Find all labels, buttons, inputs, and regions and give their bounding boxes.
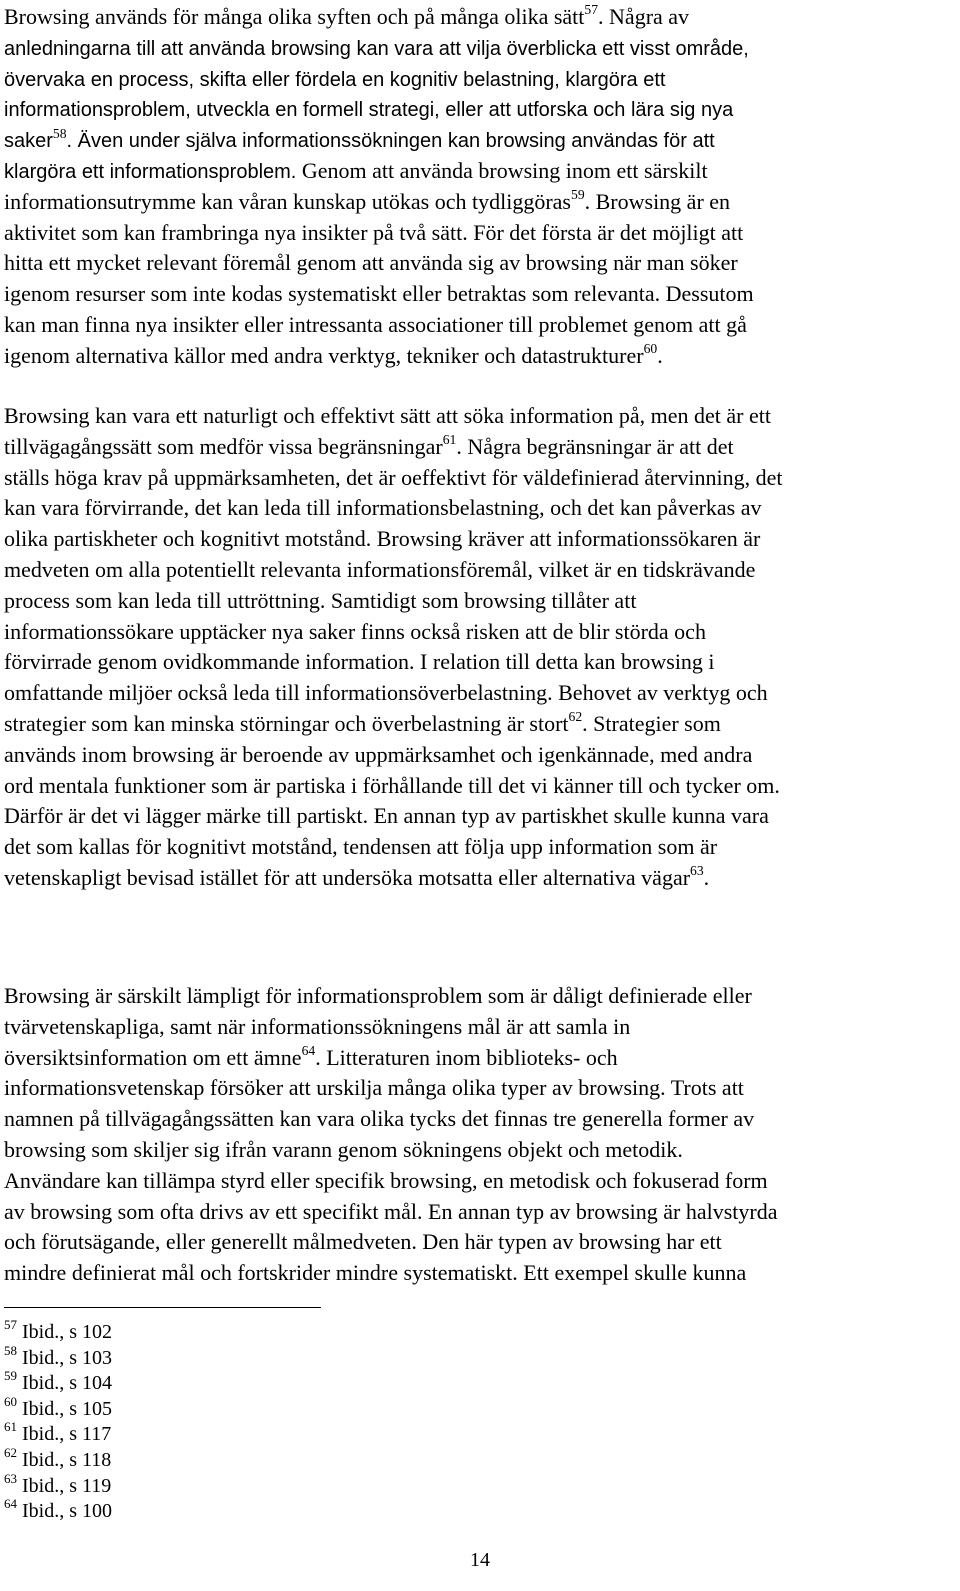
- text-run: Användare kan tillämpa styrd eller specifik browsing, en metodisk och fokuserad form: [4, 1167, 768, 1193]
- footnote-reference: 57: [584, 2, 599, 18]
- text-run: det som kallas för kognitivt motstånd, tendensen att följa upp information som är: [4, 834, 718, 860]
- footnote-reference: 60: [643, 341, 658, 357]
- footnote: [4, 1342, 112, 1372]
- text-line: [4, 1258, 950, 1289]
- text-line: [4, 493, 950, 524]
- text-line: [4, 647, 950, 678]
- footnote-reference: 61: [442, 432, 457, 448]
- footnote-number: 57: [4, 1317, 17, 1333]
- paragraph-2: [4, 401, 950, 894]
- page-number: 14: [470, 1549, 490, 1571]
- text-line: [4, 771, 950, 802]
- text-line: [4, 801, 950, 832]
- text-line: [4, 1012, 950, 1043]
- text-run: aktivitet som kan frambringa nya insikter på två sätt. För det första är det möjligt att: [4, 219, 744, 245]
- footnote: [4, 1393, 112, 1423]
- text-line: [4, 463, 950, 494]
- footnote-text: Ibid., s 119: [22, 1474, 112, 1497]
- text-line: [4, 401, 950, 432]
- text-line: [4, 524, 950, 555]
- text-run: ställs höga krav på uppmärksamheten, det är oeffektivt för väldefinierad återvinning, det: [4, 464, 783, 490]
- text-run: . Några av: [598, 4, 690, 29]
- text-run: Browsing kan vara ett naturligt och effektivt sätt att söka information på, men det är ett: [4, 403, 771, 428]
- text-line: [4, 1073, 950, 1104]
- text-run: förvirrade genom ovidkommande information. I relation till detta kan browsing i: [4, 649, 715, 675]
- text-run: browsing som skiljer sig ifrån varann genom sökningens objekt och metodik.: [4, 1136, 683, 1162]
- text-run: kan man finna nya insikter eller intressanta associationer till problemet genom att gå: [4, 311, 747, 337]
- text-run: klargöra ett informationsproblem.: [4, 160, 297, 183]
- footnote-reference: 59: [571, 187, 585, 203]
- footnote-reference: 64: [301, 1042, 316, 1058]
- text-line: [4, 279, 950, 310]
- text-run: används inom browsing är beroende av uppmärksamhet och igenkännade, med andra: [4, 741, 753, 767]
- text-line: [4, 555, 950, 586]
- footnote-separator: [4, 1307, 321, 1308]
- text-run: medveten om alla potentiellt relevanta informationsföremål, vilket är en tidskrävande: [4, 556, 756, 582]
- text-line: [4, 33, 950, 64]
- text-run: tvärvetenskapliga, samt när informationssökningens mål är att samla in: [4, 1013, 631, 1039]
- text-run: Därför är det vi lägger märke till partiskt. En annan typ av partiskhet skulle kunna vara: [4, 803, 769, 829]
- text-run: kan vara förvirrande, det kan leda till informationsbelastning, och det kan påverkas av: [4, 495, 762, 521]
- text-run: av browsing som ofta drivs av ett specifikt mål. En annan typ av browsing är halvstyrda: [4, 1198, 778, 1224]
- paragraph-1: [4, 2, 950, 372]
- text-run: vetenskapligt bevisad istället för att undersöka motsatta eller alternativa vägar: [4, 864, 691, 890]
- footnote: [4, 1445, 112, 1474]
- text-line: [4, 2, 950, 33]
- text-run: process som kan leda till uttröttning. Samtidigt som browsing tillåter att: [4, 587, 637, 613]
- text-run: . Även under själva informationssökningen kan browsing användas för att: [66, 130, 715, 153]
- footnotes: [4, 1317, 112, 1525]
- text-run: igenom alternativa källor med andra verktyg, tekniker och datastrukturer: [4, 342, 644, 368]
- text-run: igenom resurser som inte kodas systematiskt eller betraktas som relevanta. Dessutom: [4, 281, 754, 307]
- text-line: [4, 64, 950, 95]
- text-line: [4, 832, 950, 863]
- text-run: ord mentala funktioner som är partiska i förhållande till det vi känner till och tycker om.: [4, 772, 780, 798]
- text-run: Browsing är särskilt lämpligt för informationsproblem som är dåligt definierade eller: [4, 983, 752, 1008]
- footnote: [4, 1419, 112, 1448]
- footnote-reference: 58: [52, 125, 67, 141]
- text-line: [4, 981, 950, 1012]
- text-run: . Några begränsningar är att det: [456, 433, 734, 459]
- text-run: Genom att använda browsing inom ett särskilt: [296, 157, 708, 183]
- footnote-number: 60: [4, 1393, 17, 1409]
- text-line: [4, 432, 950, 463]
- footnote-number: 64: [4, 1496, 17, 1512]
- text-line: [4, 1197, 950, 1228]
- text-run: . Strategier som: [582, 710, 721, 736]
- text-line: [4, 586, 950, 617]
- text-line: [4, 248, 950, 279]
- text-run: informationsproblem, utveckla en formell strategi, eller att utforska och lära sig nya: [4, 99, 734, 122]
- text-run: namnen på tillvägagångssätten kan vara olika tycks det finnas tre generella former av: [4, 1106, 755, 1132]
- text-run: informationssökare upptäcker nya saker finns också risken att de blir störda och: [4, 618, 706, 644]
- text-line: [4, 156, 950, 187]
- text-line: [4, 1166, 950, 1197]
- footnote-number: 61: [4, 1419, 17, 1435]
- footnote: [4, 1368, 112, 1397]
- paragraph-3: [4, 981, 950, 1289]
- footnote-number: 59: [4, 1368, 17, 1384]
- footnote-text: Ibid., s 105: [22, 1397, 112, 1420]
- text-line: [4, 310, 950, 341]
- text-line: [4, 863, 950, 894]
- text-run: . Litteraturen inom biblioteks- och: [315, 1044, 618, 1070]
- footnote: [4, 1496, 112, 1525]
- footnote-text: Ibid., s 118: [22, 1448, 112, 1471]
- text-run: olika partiskheter och kognitivt motstånd. Browsing kräver att informationssökaren är: [4, 526, 761, 552]
- text-line: [4, 1135, 950, 1166]
- text-run: och förutsägande, eller generellt målmedveten. Den här typen av browsing har ett: [4, 1229, 722, 1255]
- footnote-reference: 62: [568, 709, 583, 725]
- text-line: [4, 740, 950, 771]
- text-run: strategier som kan minska störningar och överbelastning är stort: [4, 710, 569, 736]
- text-line: [4, 678, 950, 709]
- text-run: översiktsinformation om ett ämne: [4, 1044, 302, 1070]
- footnote: [4, 1317, 112, 1346]
- text-line: [4, 617, 950, 648]
- footnote-text: Ibid., s 103: [22, 1346, 112, 1369]
- text-run: .: [703, 864, 710, 890]
- text-run: saker: [4, 130, 53, 153]
- text-line: [4, 341, 950, 372]
- text-run: . Browsing är en: [584, 188, 731, 214]
- text-line: [4, 1227, 950, 1258]
- text-run: informationsutrymme kan våran kunskap utökas och tydliggöras: [4, 188, 571, 214]
- text-line: [4, 218, 950, 249]
- text-run: hitta ett mycket relevant föremål genom att använda sig av browsing när man söker: [4, 250, 738, 276]
- text-run: informationsvetenskap försöker att urskilja många olika typer av browsing. Trots att: [4, 1075, 744, 1101]
- text-line: [4, 1043, 950, 1074]
- text-run: .: [657, 342, 663, 368]
- text-run: Browsing används för många olika syften och på många olika sätt: [4, 4, 585, 29]
- text-line: [4, 187, 950, 218]
- footnote-number: 58: [4, 1342, 17, 1358]
- text-line: [4, 125, 950, 156]
- text-run: mindre definierat mål och fortskrider mindre systematiskt. Ett exempel skulle kunna: [4, 1260, 747, 1286]
- footnote-text: Ibid., s 102: [22, 1321, 112, 1343]
- text-line: [4, 94, 950, 125]
- footnote-text: Ibid., s 100: [22, 1500, 112, 1523]
- text-run: tillvägagångssätt som medför vissa begränsningar: [4, 433, 443, 459]
- footnote-reference: 63: [690, 863, 704, 879]
- text-line: [4, 709, 950, 740]
- text-run: övervaka en process, skifta eller fördela en kognitiv belastning, klargöra ett: [4, 68, 666, 91]
- text-run: anledningarna till att använda browsing kan vara att vilja överblicka ett visst område,: [4, 37, 749, 60]
- text-line: [4, 1104, 950, 1135]
- footnote-number: 63: [4, 1470, 17, 1486]
- footnote: [4, 1470, 112, 1500]
- footnote-number: 62: [4, 1445, 17, 1461]
- footnote-text: Ibid., s 104: [22, 1372, 112, 1395]
- text-run: omfattande miljöer också leda till informationsöverbelastning. Behovet av verktyg och: [4, 680, 768, 706]
- footnote-text: Ibid., s 117: [22, 1423, 112, 1446]
